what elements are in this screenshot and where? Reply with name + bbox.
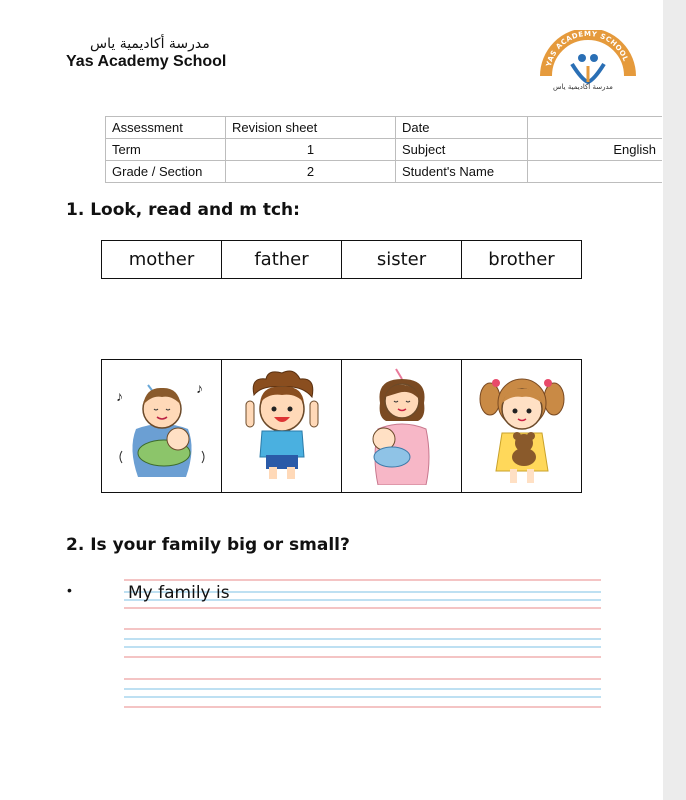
table-row xyxy=(106,117,663,139)
school-name-arabic: مدرسة أكاديمية ياس xyxy=(90,36,210,52)
page-margin xyxy=(663,0,686,800)
svg-text:♪: ♪ xyxy=(195,380,203,396)
table-cell: English xyxy=(528,139,663,161)
word-mother[interactable]: mother xyxy=(102,241,222,278)
word-sister[interactable]: sister xyxy=(342,241,462,278)
table-cell: Subject xyxy=(396,139,528,161)
answer-prompt: My family is xyxy=(128,583,230,603)
word-father[interactable]: father xyxy=(222,241,342,278)
question-2-title: 2. Is your family big or small? xyxy=(66,535,350,555)
picture-cell-boy[interactable] xyxy=(222,360,342,492)
word-bank xyxy=(101,240,582,279)
table-cell: Revision sheet xyxy=(226,117,396,139)
picture-cell-girl[interactable] xyxy=(462,360,581,492)
svg-text:YAS ACADEMY SCHOOL xyxy=(545,30,630,68)
table-cell: 2 xyxy=(226,161,396,183)
table-row xyxy=(106,139,663,161)
father-holding-baby-illustration xyxy=(112,371,212,481)
table-cell: Grade / Section xyxy=(106,161,226,183)
logo-arc-text: YAS ACADEMY SCHOOL xyxy=(544,30,630,68)
student-name-field[interactable] xyxy=(528,161,663,183)
table-cell: 1 xyxy=(226,139,396,161)
picture-cell-father[interactable] xyxy=(102,360,222,492)
word-brother[interactable]: brother xyxy=(488,249,555,270)
table-row xyxy=(106,161,663,183)
bullet-point: • xyxy=(67,582,72,598)
mother-holding-baby-illustration xyxy=(352,367,452,485)
table-cell: Assessment xyxy=(106,117,226,139)
table-cell: Date xyxy=(396,117,528,139)
question-1-title: 1. Look, read and m tch: xyxy=(66,200,300,220)
school-name-english: Yas Academy School xyxy=(66,53,227,70)
table-cell: Term xyxy=(106,139,226,161)
svg-text:♪: ♪ xyxy=(115,388,123,404)
date-field[interactable] xyxy=(528,117,663,139)
picture-cell-mother[interactable] xyxy=(342,360,462,492)
table-cell: Student's Name xyxy=(396,161,528,183)
picture-row xyxy=(101,359,582,493)
girl-with-teddy-illustration xyxy=(472,367,572,485)
boy-waving-illustration xyxy=(232,367,332,485)
info-table xyxy=(105,116,662,183)
logo-arabic-caption: مدرسة أكاديمية ياس xyxy=(553,83,613,91)
